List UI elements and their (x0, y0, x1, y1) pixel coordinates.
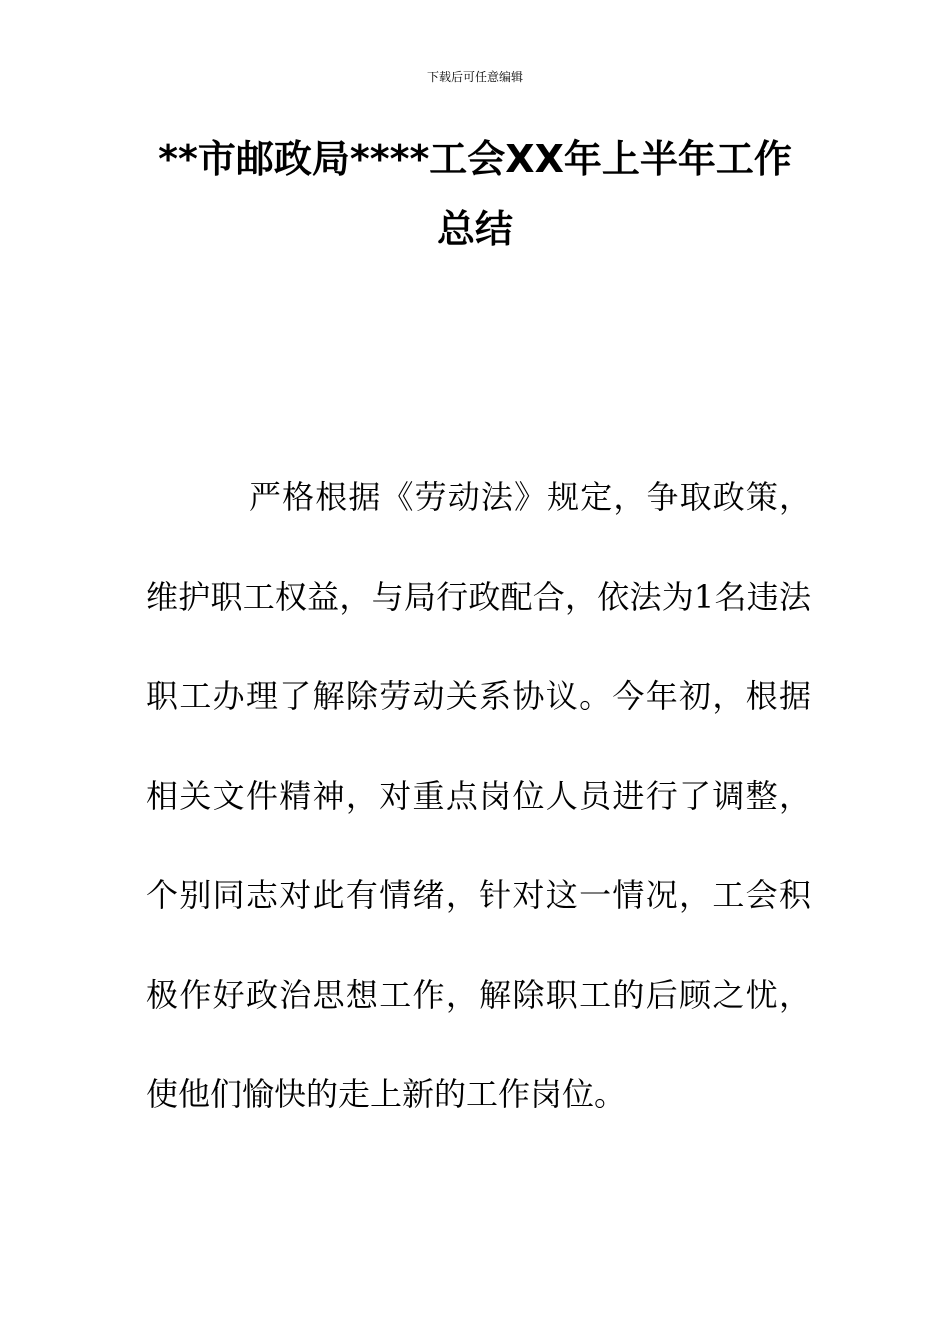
header-note: 下载后可任意编辑 (426, 70, 523, 84)
document-title: **市邮政局****工会XX年上半年工作总结 (158, 137, 792, 251)
body-paragraph: 严格根据《劳动法》规定，争取政策，维护职工权益，与局行政配合，依法为1名违法职工办理了解除劳动关系协议。今年初，根据相关文件精神，对重点岗位人员进行了调整，个别同志对此有情绪，针对这一情况，工会积极作好政治思想工作，解除职工的后顾之忧，使他们愉快的走上新的工作岗位。 (146, 478, 811, 1113)
